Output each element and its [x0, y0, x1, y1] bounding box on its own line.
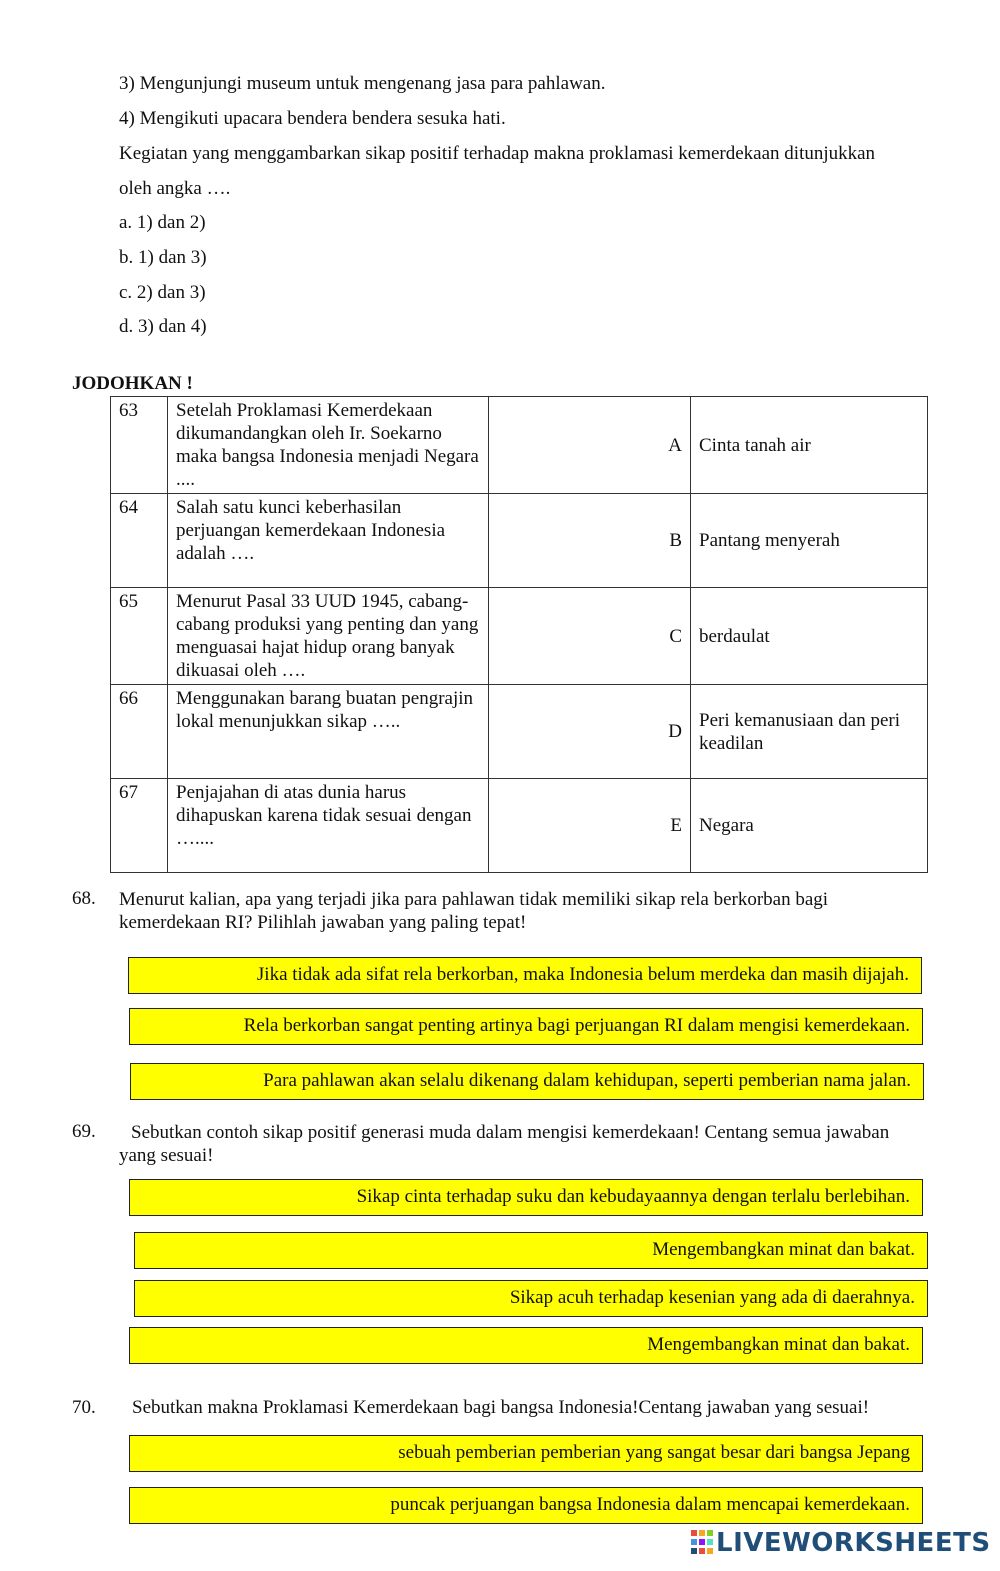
matching-answer[interactable]: Negara: [691, 779, 928, 873]
q70-option-2[interactable]: puncak perjuangan bangsa Indonesia dalam mencapai kemerdekaan.: [129, 1487, 923, 1524]
question-prompt-line1: Kegiatan yang menggambarkan sikap positif terhadap makna proklamasi kemerdekaan ditunjukkan: [119, 143, 876, 164]
q69-number: 69.: [72, 1121, 96, 1142]
matching-letter[interactable]: E: [489, 779, 691, 873]
matching-heading: JODOHKAN !: [72, 373, 193, 394]
q70-number: 70.: [72, 1397, 96, 1418]
matching-letter[interactable]: C: [489, 588, 691, 685]
matching-question: Salah satu kunci keberhasilan perjuangan kemerdekaan Indonesia adalah ….: [168, 494, 489, 588]
matching-row: [111, 494, 928, 588]
matching-letter[interactable]: D: [489, 685, 691, 779]
q68-number: 68.: [72, 888, 96, 909]
q68-text: Menurut kalian, apa yang terjadi jika para pahlawan tidak memiliki sikap rela berkorban bagi kemerdekaan RI? Pilihlah jawaban yang paling tepat!: [119, 889, 829, 933]
matching-answer[interactable]: berdaulat: [691, 588, 928, 685]
statement-4: 4) Mengikuti upacara bendera bendera sesuka hati.: [119, 108, 506, 129]
statement-3: 3) Mengunjungi museum untuk mengenang jasa para pahlawan.: [119, 73, 606, 94]
matching-number: 63: [111, 397, 168, 494]
liveworksheets-icon: [690, 1529, 714, 1557]
q69-option-4[interactable]: Mengembangkan minat dan bakat.: [129, 1327, 923, 1364]
matching-row: [111, 779, 928, 873]
q69-option-1[interactable]: Sikap cinta terhadap suku dan kebudayaannya dengan terlalu berlebihan.: [129, 1179, 923, 1216]
matching-question: Penjajahan di atas dunia harus dihapuskan karena tidak sesuai dengan …....: [168, 779, 489, 873]
matching-answer[interactable]: Cinta tanah air: [691, 397, 928, 494]
matching-table: [110, 396, 928, 873]
matching-answer[interactable]: Peri kemanusiaan dan peri keadilan: [691, 685, 928, 779]
q68-option-3[interactable]: Para pahlawan akan selalu dikenang dalam kehidupan, seperti pemberian nama jalan.: [130, 1063, 924, 1100]
matching-number: 66: [111, 685, 168, 779]
matching-row: [111, 397, 928, 494]
matching-number: 65: [111, 588, 168, 685]
matching-answer[interactable]: Pantang menyerah: [691, 494, 928, 588]
q69-text: Sebutkan contoh sikap positif generasi muda dalam mengisi kemerdekaan! Centang semua jawaban yang sesuai!: [119, 1122, 890, 1166]
matching-number: 64: [111, 494, 168, 588]
matching-row: [111, 685, 928, 779]
q70-option-1[interactable]: sebuah pemberian pemberian yang sangat besar dari bangsa Jepang: [129, 1435, 923, 1472]
matching-row: [111, 588, 928, 685]
q68-option-1[interactable]: Jika tidak ada sifat rela berkorban, maka Indonesia belum merdeka dan masih dijajah.: [128, 957, 922, 994]
option-c: c. 2) dan 3): [119, 282, 206, 303]
matching-question: Menggunakan barang buatan pengrajin lokal menunjukkan sikap …..: [168, 685, 489, 779]
liveworksheets-logo: [690, 1526, 991, 1560]
question-prompt-line2: oleh angka ….: [119, 178, 231, 199]
q70-text: Sebutkan makna Proklamasi Kemerdekaan bagi bangsa Indonesia!Centang jawaban yang sesuai!: [132, 1397, 870, 1418]
matching-letter[interactable]: A: [489, 397, 691, 494]
matching-number: 67: [111, 779, 168, 873]
option-a: a. 1) dan 2): [119, 212, 206, 233]
option-b: b. 1) dan 3): [119, 247, 207, 268]
q68-option-2[interactable]: Rela berkorban sangat penting artinya bagi perjuangan RI dalam mengisi kemerdekaan.: [129, 1008, 923, 1045]
option-d: d. 3) dan 4): [119, 316, 207, 337]
matching-question: Menurut Pasal 33 UUD 1945, cabang-cabang produksi yang penting dan yang menguasai hajat hidup orang banyak dikuasai oleh ….: [168, 588, 489, 685]
matching-question: Setelah Proklamasi Kemerdekaan dikumandangkan oleh Ir. Soekarno maka bangsa Indonesia menjadi Negara ....: [168, 397, 489, 494]
matching-letter[interactable]: B: [489, 494, 691, 588]
q69-option-2[interactable]: Mengembangkan minat dan bakat.: [134, 1232, 928, 1269]
liveworksheets-wordmark: LIVEWORKSHEETS: [716, 1528, 991, 1558]
q69-option-3[interactable]: Sikap acuh terhadap kesenian yang ada di daerahnya.: [134, 1280, 928, 1317]
